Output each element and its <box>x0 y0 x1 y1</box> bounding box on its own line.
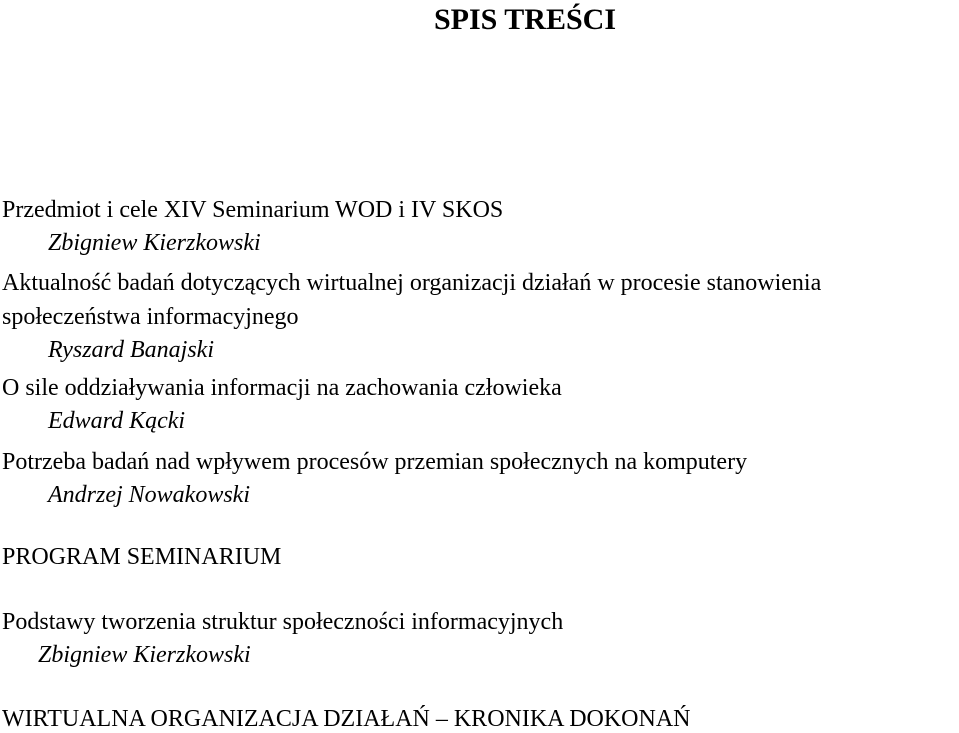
toc-entry-author: Andrzej Nowakowski <box>48 482 250 508</box>
toc-entry-title: Aktualność badań dotyczących wirtualnej organizacji działań w procesie stanowienia <box>2 270 822 296</box>
toc-entry-title: Potrzeba badań nad wpływem procesów przemian społecznych na komputery <box>2 449 748 475</box>
toc-entry-title: Przedmiot i cele XIV Seminarium WOD i IV SKOS <box>2 197 504 223</box>
toc-entry-title: O sile oddziaływania informacji na zachowania człowieka <box>2 375 562 401</box>
section-heading-program: PROGRAM SEMINARIUM <box>2 544 282 570</box>
toc-entry-title: Podstawy tworzenia struktur społeczności informacyjnych <box>2 609 564 635</box>
toc-entry-title-continued: społeczeństwa informacyjnego <box>2 304 299 330</box>
toc-entry-author: Edward Kącki <box>48 408 186 434</box>
toc-entry-author: Zbigniew Kierzkowski <box>48 230 261 256</box>
section-heading-virtual-organization: WIRTUALNA ORGANIZACJA DZIAŁAŃ – KRONIKA DOKONAŃ <box>2 706 691 732</box>
toc-entry-author: Ryszard Banajski <box>48 337 214 363</box>
toc-entry-author: Zbigniew Kierzkowski <box>38 642 251 668</box>
page-title: SPIS TREŚCI <box>433 3 617 36</box>
